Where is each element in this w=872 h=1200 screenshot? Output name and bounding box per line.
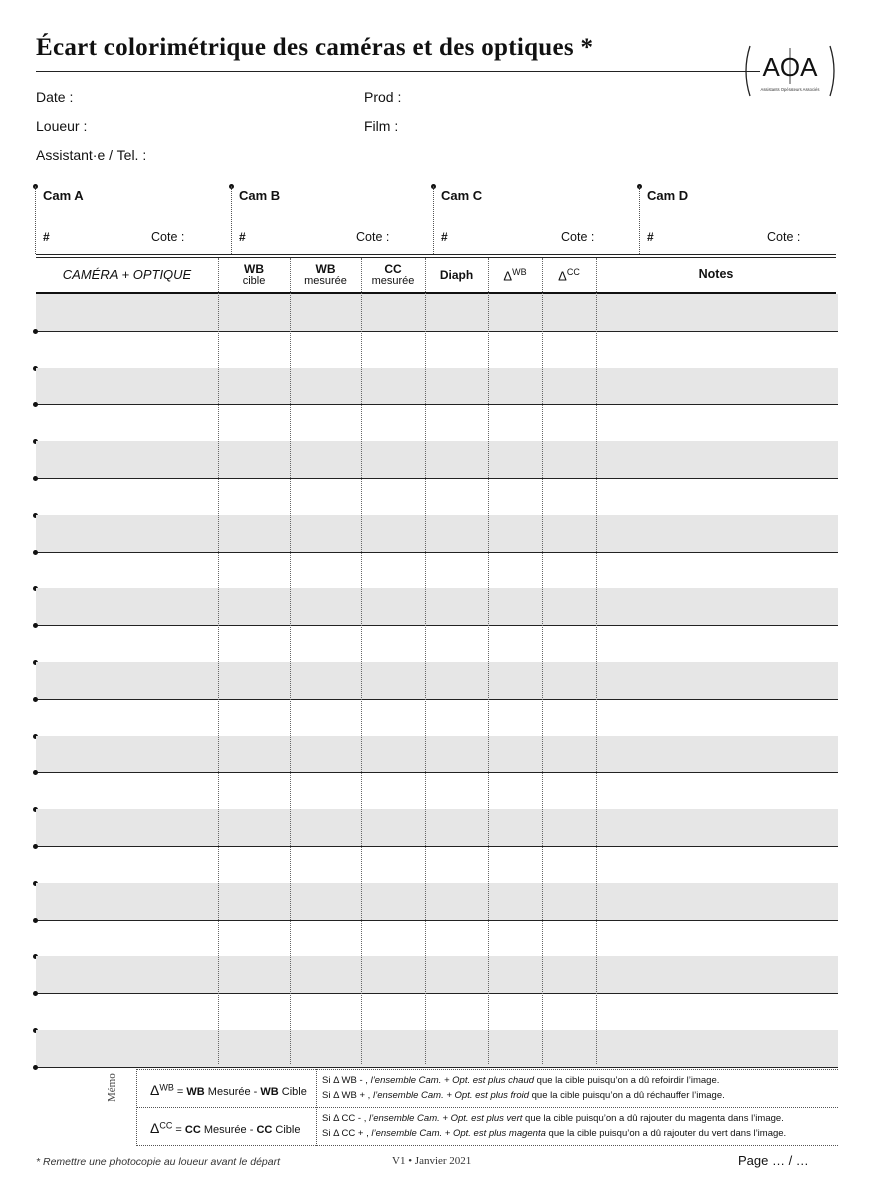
memo-middle-rule	[136, 1107, 838, 1108]
table-row[interactable]	[36, 588, 838, 625]
table-row[interactable]	[36, 883, 838, 920]
col-divider-1	[218, 258, 219, 1064]
col-header-cc-mesuree-sub: mesurée	[371, 274, 415, 287]
prod-field[interactable]: Prod :	[364, 89, 402, 105]
memo-cc-formula: $\Delta^{CC}$ = CC Mesurée - CC Cible	[150, 1120, 301, 1136]
table-row[interactable]	[36, 294, 838, 331]
cam-c-number: #	[441, 230, 448, 244]
footer-version: V1 • Janvier 2021	[392, 1155, 472, 1167]
cam-b-block[interactable]	[232, 184, 434, 254]
table-row[interactable]	[36, 625, 838, 662]
memo-bottom-rule	[136, 1145, 838, 1146]
col-divider-2	[290, 258, 291, 1064]
col-divider-4	[425, 258, 426, 1064]
col-header-wb-mesuree-sub: mesurée	[304, 274, 347, 287]
table-row[interactable]	[36, 846, 838, 883]
cam-a-divider	[35, 186, 36, 254]
cam-section-rule	[36, 254, 836, 255]
cam-c-cote: Cote :	[561, 230, 595, 244]
cam-d-block[interactable]	[640, 184, 836, 254]
logo-caption: Assistants Opérateurs Associés	[760, 87, 820, 92]
col-header-camera-optique	[36, 258, 218, 292]
table-row[interactable]	[36, 772, 838, 809]
col-header-delta-wb	[488, 258, 542, 292]
table-row[interactable]	[36, 441, 838, 478]
col-header-cc-mesuree	[361, 258, 425, 292]
memo-left-rule	[136, 1069, 137, 1146]
col-divider-6	[542, 258, 543, 1064]
memo-cc-minus: Si Δ CC - , l’ensemble Cam. + Opt. est plus vert que la cible puisqu’on a dû rajouter du magenta dans l’image.	[322, 1113, 784, 1124]
table-row[interactable]	[36, 515, 838, 552]
table-row[interactable]	[36, 736, 838, 773]
cam-b-divider	[231, 186, 232, 254]
footer-note: * Remettre une photocopie au loueur avant le départ	[36, 1156, 280, 1168]
col-header-diaph-label: Diaph	[439, 267, 474, 282]
table-row[interactable]	[36, 1030, 838, 1067]
memo-label: Mémo	[106, 1073, 118, 1102]
table-row[interactable]	[36, 809, 838, 846]
col-divider-5	[488, 258, 489, 1064]
cam-b-number: #	[239, 230, 246, 244]
cam-d-label: Cam D	[647, 188, 689, 203]
col-header-wb-mesuree	[290, 258, 361, 292]
col-header-delta-cc	[542, 258, 596, 292]
cam-b-cote: Cote :	[356, 230, 390, 244]
memo-wb-minus: Si Δ WB - , l’ensemble Cam. + Opt. est plus chaud que la cible puisqu’on a dû refoirdir l’image.	[322, 1075, 720, 1086]
cam-b-label: Cam B	[239, 188, 281, 203]
assistant-field[interactable]: Assistant·e / Tel. :	[36, 147, 147, 163]
memo-wb-plus: Si Δ WB + , l’ensemble Cam. + Opt. est plus froid que la cible puisqu’on a dû réchauffer l’image.	[322, 1090, 725, 1101]
table-row[interactable]	[36, 662, 838, 699]
col-header-notes-label: Notes	[698, 267, 734, 282]
table-row[interactable]	[36, 552, 838, 589]
row-dot	[33, 1065, 38, 1070]
memo-box	[136, 1069, 838, 1146]
cam-d-number: #	[647, 230, 654, 244]
delta-wb-sup: WB	[512, 266, 527, 277]
row-rule	[36, 1067, 838, 1068]
page-number-field[interactable]: Page … / …	[738, 1153, 809, 1168]
cam-d-cote: Cote :	[767, 230, 801, 244]
title-rule	[36, 71, 760, 72]
table-row[interactable]	[36, 920, 838, 957]
delta-cc-sup: CC	[566, 266, 580, 277]
film-field[interactable]: Film :	[364, 118, 399, 134]
col-header-notes	[596, 258, 836, 292]
table-row[interactable]	[36, 699, 838, 736]
cam-a-label: Cam A	[43, 188, 84, 203]
loueur-field[interactable]: Loueur :	[36, 118, 88, 134]
memo-cc-plus: Si Δ CC + , l’ensemble Cam. + Opt. est plus magenta que la cible puisqu’on a dû rajouter du vert dans l’image.	[322, 1128, 787, 1139]
date-field[interactable]: Date :	[36, 89, 74, 105]
table-row[interactable]	[36, 331, 838, 368]
cam-d-divider	[639, 186, 640, 254]
col-header-diaph	[425, 258, 488, 292]
table-row[interactable]	[36, 993, 838, 1030]
memo-separator	[316, 1069, 317, 1146]
delta-cc-symbol: Δ	[558, 267, 567, 283]
col-header-camera-optique-label: CAMÉRA + OPTIQUE	[62, 267, 192, 283]
memo-wb-formula: $\Delta^{WB}$ = WB Mesurée - WB Cible	[150, 1082, 307, 1098]
cam-a-block[interactable]	[36, 184, 232, 254]
table-row[interactable]	[36, 404, 838, 441]
col-header-wb-mesuree-title: WB	[315, 261, 336, 276]
cam-c-block[interactable]	[434, 184, 640, 254]
table-row[interactable]	[36, 368, 838, 405]
table-row[interactable]	[36, 478, 838, 515]
page-title: Écart colorimétrique des caméras et des optiques *	[36, 34, 594, 61]
cam-a-number: #	[43, 230, 50, 244]
cam-c-label: Cam C	[441, 188, 483, 203]
delta-wb-symbol: Δ	[503, 267, 513, 283]
logo-mark: AOA	[762, 52, 818, 82]
col-divider-3	[361, 258, 362, 1064]
col-header-wb-cible	[218, 258, 290, 292]
col-header-wb-cible-title: WB	[244, 261, 264, 276]
col-divider-7	[596, 258, 597, 1064]
col-header-cc-mesuree-title: CC	[384, 261, 402, 276]
cam-a-cote: Cote :	[151, 230, 185, 244]
aoa-logo	[740, 42, 840, 100]
memo-top-rule	[136, 1069, 838, 1070]
cam-c-divider	[433, 186, 434, 254]
col-header-wb-cible-sub: cible	[242, 274, 266, 287]
table-row[interactable]	[36, 956, 838, 993]
